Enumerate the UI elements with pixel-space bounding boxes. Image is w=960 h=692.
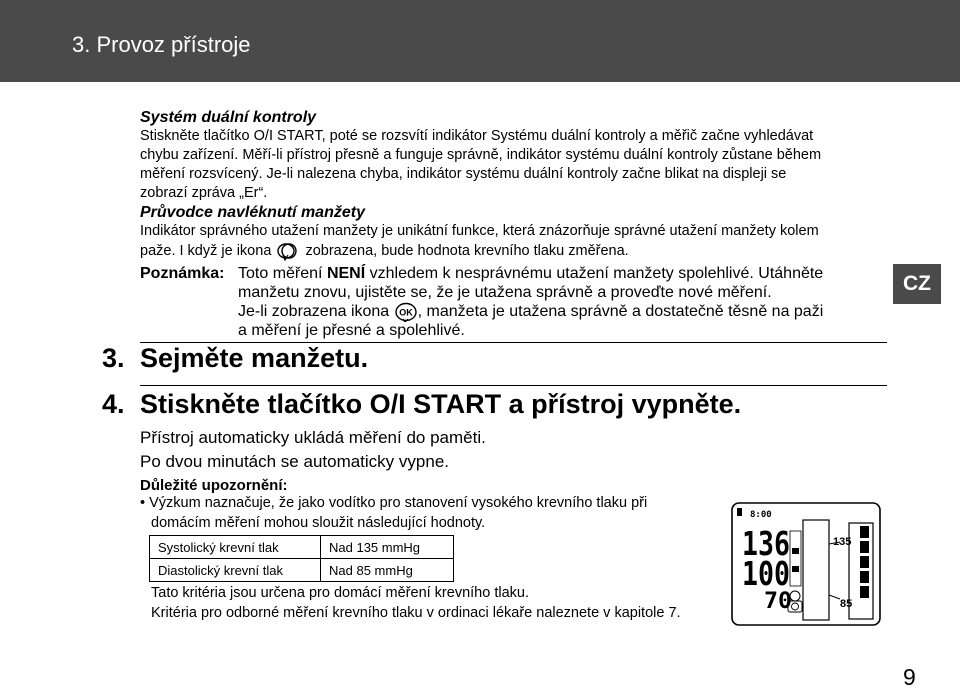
cuff-ok-icon bbox=[394, 302, 418, 322]
bp-level-segment bbox=[860, 556, 869, 568]
dual-check-line-2: chybu zařízení. Měří-li přístroj přesně a funguje správně, indikátor systému duální kontroly zůstane během bbox=[140, 147, 822, 163]
table-row bbox=[150, 536, 454, 559]
note-line-1-end: vzhledem k nesprávnému utažení manžety spolehlivé. Utáhněte bbox=[365, 265, 824, 282]
page-number: 9 bbox=[903, 664, 916, 690]
display-systolic: 136 bbox=[742, 524, 790, 563]
table-row bbox=[150, 559, 454, 582]
note-line-2: manžetu znovu, ujistěte se, že je utažena správně a proveďte nové měření. bbox=[238, 284, 772, 301]
cuff-guide-line-1: Indikátor správného utažení manžety je unikátní funkce, která znázorňuje správné utažení manžety kolem bbox=[140, 223, 819, 239]
note-line-3 bbox=[238, 302, 823, 322]
criteria-table bbox=[149, 535, 454, 582]
cuff-guide-line-2-start: paže. I když je ikona bbox=[140, 242, 272, 259]
step-3-number: 3. bbox=[102, 343, 125, 373]
display-pulse: 70 bbox=[764, 589, 792, 614]
language-tab: CZ bbox=[893, 264, 941, 304]
table-cell-label: Diastolický krevní tlak bbox=[150, 559, 321, 582]
important-bullet-line-1: • Výzkum naznačuje, že jako vodítko pro stanovení vysokého krevního tlaku při bbox=[140, 495, 648, 511]
note-label: Poznámka: bbox=[140, 265, 225, 282]
header-bar bbox=[0, 0, 960, 82]
bp-level-segment bbox=[860, 586, 869, 598]
display-time: 8:00 bbox=[750, 510, 772, 520]
table-cell-value: Nad 85 mmHg bbox=[321, 559, 454, 582]
step-4-desc-1: Přístroj automaticky ukládá měření do paměti. bbox=[140, 428, 486, 447]
table-cell-label: Systolický krevní tlak bbox=[150, 536, 321, 559]
dual-check-heading: Systém duální kontroly bbox=[140, 109, 317, 126]
svg-text:OK: OK bbox=[398, 307, 413, 318]
important-heading: Důležité upozornění: bbox=[140, 477, 288, 494]
cuff-guide-line-2 bbox=[140, 241, 629, 261]
step-3-text: Sejměte manžetu. bbox=[140, 343, 369, 373]
step-4-text: Stiskněte tlačítko O/I START a přístroj vypněte. bbox=[140, 389, 742, 419]
note-line-1-start: Toto měření bbox=[238, 265, 327, 282]
table-cell-value: Nad 135 mmHg bbox=[321, 536, 454, 559]
display-indicator-mark bbox=[792, 566, 799, 572]
bp-level-segment bbox=[860, 571, 869, 583]
note-line-3-end: , manžeta je utažena správně a dostatečně těsně na paži bbox=[417, 303, 824, 321]
note-line-4: a měření je přesné a spolehlivé. bbox=[238, 322, 465, 339]
step-4-desc-2: Po dvou minutách se automaticky vypne. bbox=[140, 452, 449, 471]
display-diastolic: 100 bbox=[742, 554, 790, 593]
scale-high-label: 135 bbox=[833, 536, 852, 548]
dual-check-line-4: zobrazí zpráva „Er“. bbox=[140, 185, 268, 201]
important-bullet-text-1: Výzkum naznačuje, že jako vodítko pro stanovení vysokého krevního tlaku při bbox=[149, 495, 648, 511]
cuff-loose-icon bbox=[275, 241, 301, 261]
note-line-1 bbox=[238, 264, 823, 283]
note-line-1-emphasis: NENÍ bbox=[326, 265, 366, 282]
footer-note-1: Tato kritéria jsou určena pro domácí měření krevního tlaku. bbox=[151, 585, 529, 601]
divider-step-4 bbox=[140, 385, 887, 386]
cuff-guide-heading: Průvodce navléknutí manžety bbox=[140, 204, 365, 221]
bp-level-segment bbox=[860, 541, 869, 553]
display-indicator-mark bbox=[792, 548, 799, 554]
scale-low-label: 85 bbox=[840, 598, 853, 610]
step-4-number: 4. bbox=[102, 389, 125, 419]
dual-check-line-1: Stiskněte tlačítko O/I START, poté se rozsvítí indikátor Systému duální kontroly a měřič začne vyhledávat bbox=[140, 128, 814, 144]
section-title: 3. Provoz přístroje bbox=[72, 32, 251, 57]
important-bullet-line-2: domácím měření mohou sloužit následující hodnoty. bbox=[151, 515, 486, 531]
bp-level-segments bbox=[860, 526, 869, 598]
cuff-guide-line-2-end: zobrazena, bude hodnota krevního tlaku změřena. bbox=[305, 242, 629, 259]
memory-icon bbox=[737, 508, 742, 516]
note-line-3-start: Je-li zobrazena ikona bbox=[238, 303, 390, 321]
footer-note-2: Kritéria pro odborné měření krevního tlaku v ordinaci lékaře naleznete v kapitole 7. bbox=[151, 605, 681, 621]
device-display-illustration bbox=[730, 500, 882, 630]
dual-check-line-3: měření rozsvícený. Je-li nalezena chyba, indikátor systému duální kontroly začne blikat na displeji se bbox=[140, 166, 787, 182]
bp-level-segment bbox=[860, 526, 869, 538]
